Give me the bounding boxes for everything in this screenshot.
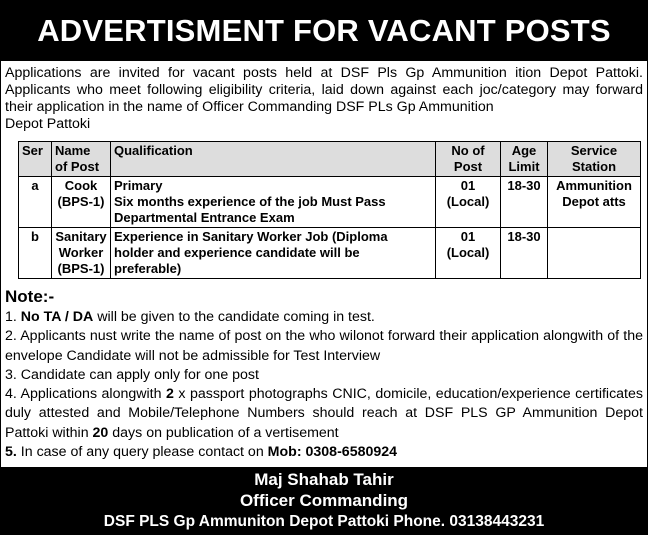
col-name-of-post	[52, 142, 111, 177]
row-qual-line: preferable)	[114, 261, 182, 276]
officer-designation: Officer Commanding	[239, 491, 409, 510]
row-posts	[436, 228, 501, 279]
advertisement-title: ADVERTISMENT FOR VACANT POSTS	[1, 1, 647, 61]
col-station-line-2: Station	[571, 159, 617, 174]
row-post-count: 01	[460, 178, 476, 193]
note-5-mobile-number: 0308-6580924	[305, 444, 398, 461]
row-qual-line: Six months experience of the job Must Pass	[114, 194, 386, 209]
note-4-text-b: x passport photographs CNIC, domicile, education/experience certificates duly attested and Mobile/Telephone Numbers should reach at DSF PLS GP Ammunition Depot Pattoki within	[5, 386, 643, 441]
col-no-line-2: Post	[453, 159, 483, 174]
note-1-text: will be given to the candidate coming in test.	[97, 309, 375, 325]
row-name	[52, 228, 111, 279]
intro-line-2: Depot Pattoki	[5, 116, 91, 132]
row-ser: b	[19, 228, 52, 279]
row-qualification	[111, 228, 436, 279]
note-1-bold: No TA / DA	[20, 309, 94, 325]
note-4-days: 20	[92, 424, 109, 441]
intro-line-1: Applications are invited for vacant posts held at DSF Pls Gp Ammunition ition Depot Pattoki. Applicants who meet following eligibility criteria, laid down against each joc/category may forward their application in the name of Officer Commanding DSF PLs Gp Ammunition	[5, 65, 643, 115]
note-4	[5, 385, 643, 443]
table-row	[19, 228, 641, 279]
row-ser: a	[19, 177, 52, 228]
row-posts	[436, 177, 501, 228]
col-no-line-1: No of	[451, 143, 485, 158]
notes-heading: Note:-	[5, 287, 55, 306]
note-5-text: In case of any query please contact on	[20, 444, 264, 461]
col-name-line-1: Name	[55, 143, 91, 158]
row-station-line: Depot atts	[562, 194, 626, 209]
vacancy-table	[18, 141, 641, 279]
col-station-line-1: Service	[570, 143, 618, 158]
note-4-text-c: days on publication of a vertisement	[112, 424, 339, 441]
row-age: 18-30	[501, 228, 548, 279]
row-post-type: (Local)	[446, 245, 490, 260]
col-qualification: Qualification	[111, 142, 436, 177]
row-qual-line: Experience in Sanitary Worker Job (Diploma	[114, 229, 388, 244]
row-station	[548, 228, 641, 279]
col-age-line-2: Limit	[508, 159, 540, 174]
note-1	[5, 308, 643, 327]
vacancy-table-header	[19, 142, 641, 177]
contact-address: DSF PLS Gp Ammuniton Depot Pattoki Phone. 03138443231	[103, 513, 545, 530]
note-4-quantity: 2	[165, 386, 174, 403]
row-qualification	[111, 177, 436, 228]
intro-paragraph	[5, 65, 643, 133]
row-name-line: (BPS-1)	[57, 194, 105, 209]
col-service-station	[548, 142, 641, 177]
row-name	[52, 177, 111, 228]
row-name-line: Sanitary	[55, 229, 107, 244]
row-qual-line: Primary	[114, 178, 163, 193]
row-age: 18-30	[501, 177, 548, 228]
note-3: 3. Candidate can apply only for one post	[5, 366, 259, 383]
note-5	[5, 443, 643, 462]
row-qual-line: holder and experience candidate will be	[114, 245, 360, 260]
header-row	[19, 142, 641, 177]
note-5-number: 5.	[5, 444, 17, 461]
col-age-limit	[501, 142, 548, 177]
note-1-number: 1.	[5, 309, 17, 325]
note-4-text-a: 4. Applications alongwith	[5, 386, 162, 403]
row-station-line: Ammunition	[556, 178, 632, 193]
row-qual-line: Departmental Entrance Exam	[114, 210, 295, 225]
row-post-type: (Local)	[446, 194, 490, 209]
row-post-count: 01	[460, 229, 476, 244]
note-5-mob-label: Mob:	[267, 444, 302, 461]
note-2: 2. Applicants nust write the name of post on the who wilonot forward their application alongwith of the envelope Candidate will not be admissible for Test Interview	[5, 328, 643, 364]
row-name-line: Worker	[58, 245, 104, 260]
officer-name: Maj Shahab Tahir	[254, 470, 394, 489]
col-age-line-1: Age	[511, 143, 537, 158]
row-name-line: Cook	[64, 178, 98, 193]
signature-footer	[1, 467, 647, 534]
row-name-line: (BPS-1)	[57, 261, 105, 276]
table-row	[19, 177, 641, 228]
col-name-line-2: of Post	[55, 159, 100, 174]
col-ser: Ser	[19, 142, 52, 177]
row-station	[548, 177, 641, 228]
col-no-of-post	[436, 142, 501, 177]
notes-section	[5, 286, 643, 462]
